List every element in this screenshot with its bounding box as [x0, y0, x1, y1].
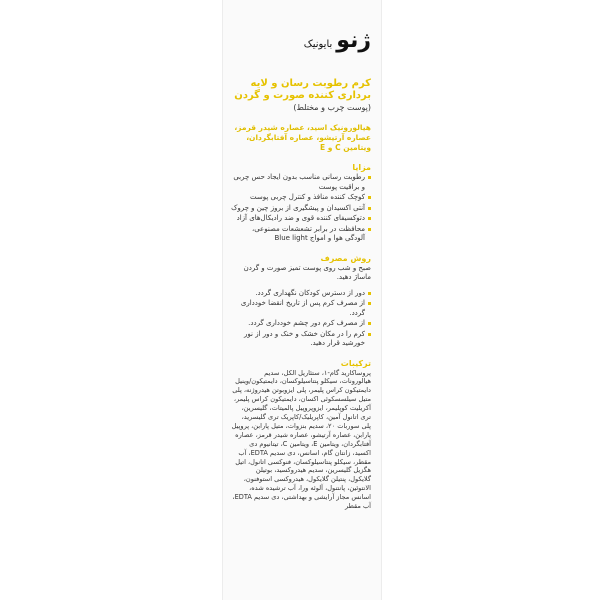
list-item: دتوکسیفای کننده قوی و ضد رادیکال‌های آزاد	[231, 214, 371, 224]
usage-text: صبح و شب روی پوست تمیز صورت و گردن ماساژ دهید.	[243, 263, 371, 281]
product-text	[231, 78, 371, 511]
usage-heading: روش مصرف	[320, 253, 371, 263]
benefits-list	[231, 173, 371, 244]
list-item: رطوبت رسانی مناسب بدون ایجاد حس چربی و براقیت پوست	[231, 173, 371, 192]
list-item: از مصرف کرم پس از تاریخ انقضا خودداری گردد.	[231, 299, 371, 318]
benefits-heading: مزایا	[352, 163, 371, 172]
brand-subname: بایونیک	[303, 39, 333, 50]
list-item: دور از دسترس کودکان نگهداری گردد.	[231, 289, 371, 299]
list-item: از مصرف کرم دور چشم خودداری گردد.	[231, 319, 371, 329]
ingredients-text: پروساکارید گام-۱، ستئاریل الکل، سدیم هیالورونات، سیکلو پنتاسیلوکسان، دایمتیکون/وینیل دایمتیکون کراس پلیمر، پلی ایزوبوتن هیدروژنه، پلی متیل سیلسسکوئی اکسان، دایمتیکون کراس پلیمر، آکریلیت کوپلیمر، ایزوپروپیل پالمیتات، گلیسرین، تری اتانول آمین، کاپریلیک/کاپریک تری گلیسرید، پلی سوربات ۲۰، سدیم بنزوات، متیل پارابن، پروپیل پارابن، عصاره آرتیشو، عصاره شیدر قرمز، عصاره آفتابگردان، ویتامین E، ویتامین C، تیتانیوم دی اکسید، زانتان گام، اسانس، دی سدیم EDTA، آب مقطر، سیکلو پنتاسیلوکسان، فنوکسی اتانول، اتیل هگزیل گلیسرین، سدیم هیدروکسید، بوتیلن گلایکول، پنتیلن گلایکول، هیدروکسی استوفنون، الانتوئین، پانتنول، آلوئه ورا، آب ترشیده شده، اسانس مجاز آرایشی و بهداشتی، دی سدیم EDTA، آب مقطر	[231, 368, 371, 511]
brand-logo	[304, 30, 371, 52]
product-box-side-panel	[222, 0, 382, 600]
list-item: کرم را در مکان خشک و خنک و دور از نور خورشید قرار دهید.	[231, 330, 371, 349]
brand-name: ژنو	[336, 28, 371, 53]
list-item: محافظت در برابر تشعشعات مصنوعی، آلودگی هوا و امواج Blue light	[231, 225, 371, 244]
list-item: آنتی اکسیدان و پیشگیری از بروز چین و چروک	[231, 204, 371, 214]
key-extracts: هیالورونیک اسید، عصاره شیدر قرمز، عصاره آرتیشو، عصاره آفتابگردان، ویتامین C و E	[234, 123, 371, 152]
warnings-list	[231, 289, 371, 349]
product-title: کرم رطوبت رسان و لایه برداری کننده صورت و گردن	[234, 78, 371, 101]
list-item: کوچک کننده منافذ و کنترل چربی پوست	[231, 193, 371, 203]
ingredients-heading: ترکیبات	[340, 358, 371, 368]
product-subtitle: (پوست چرب و مختلط)	[293, 103, 371, 112]
